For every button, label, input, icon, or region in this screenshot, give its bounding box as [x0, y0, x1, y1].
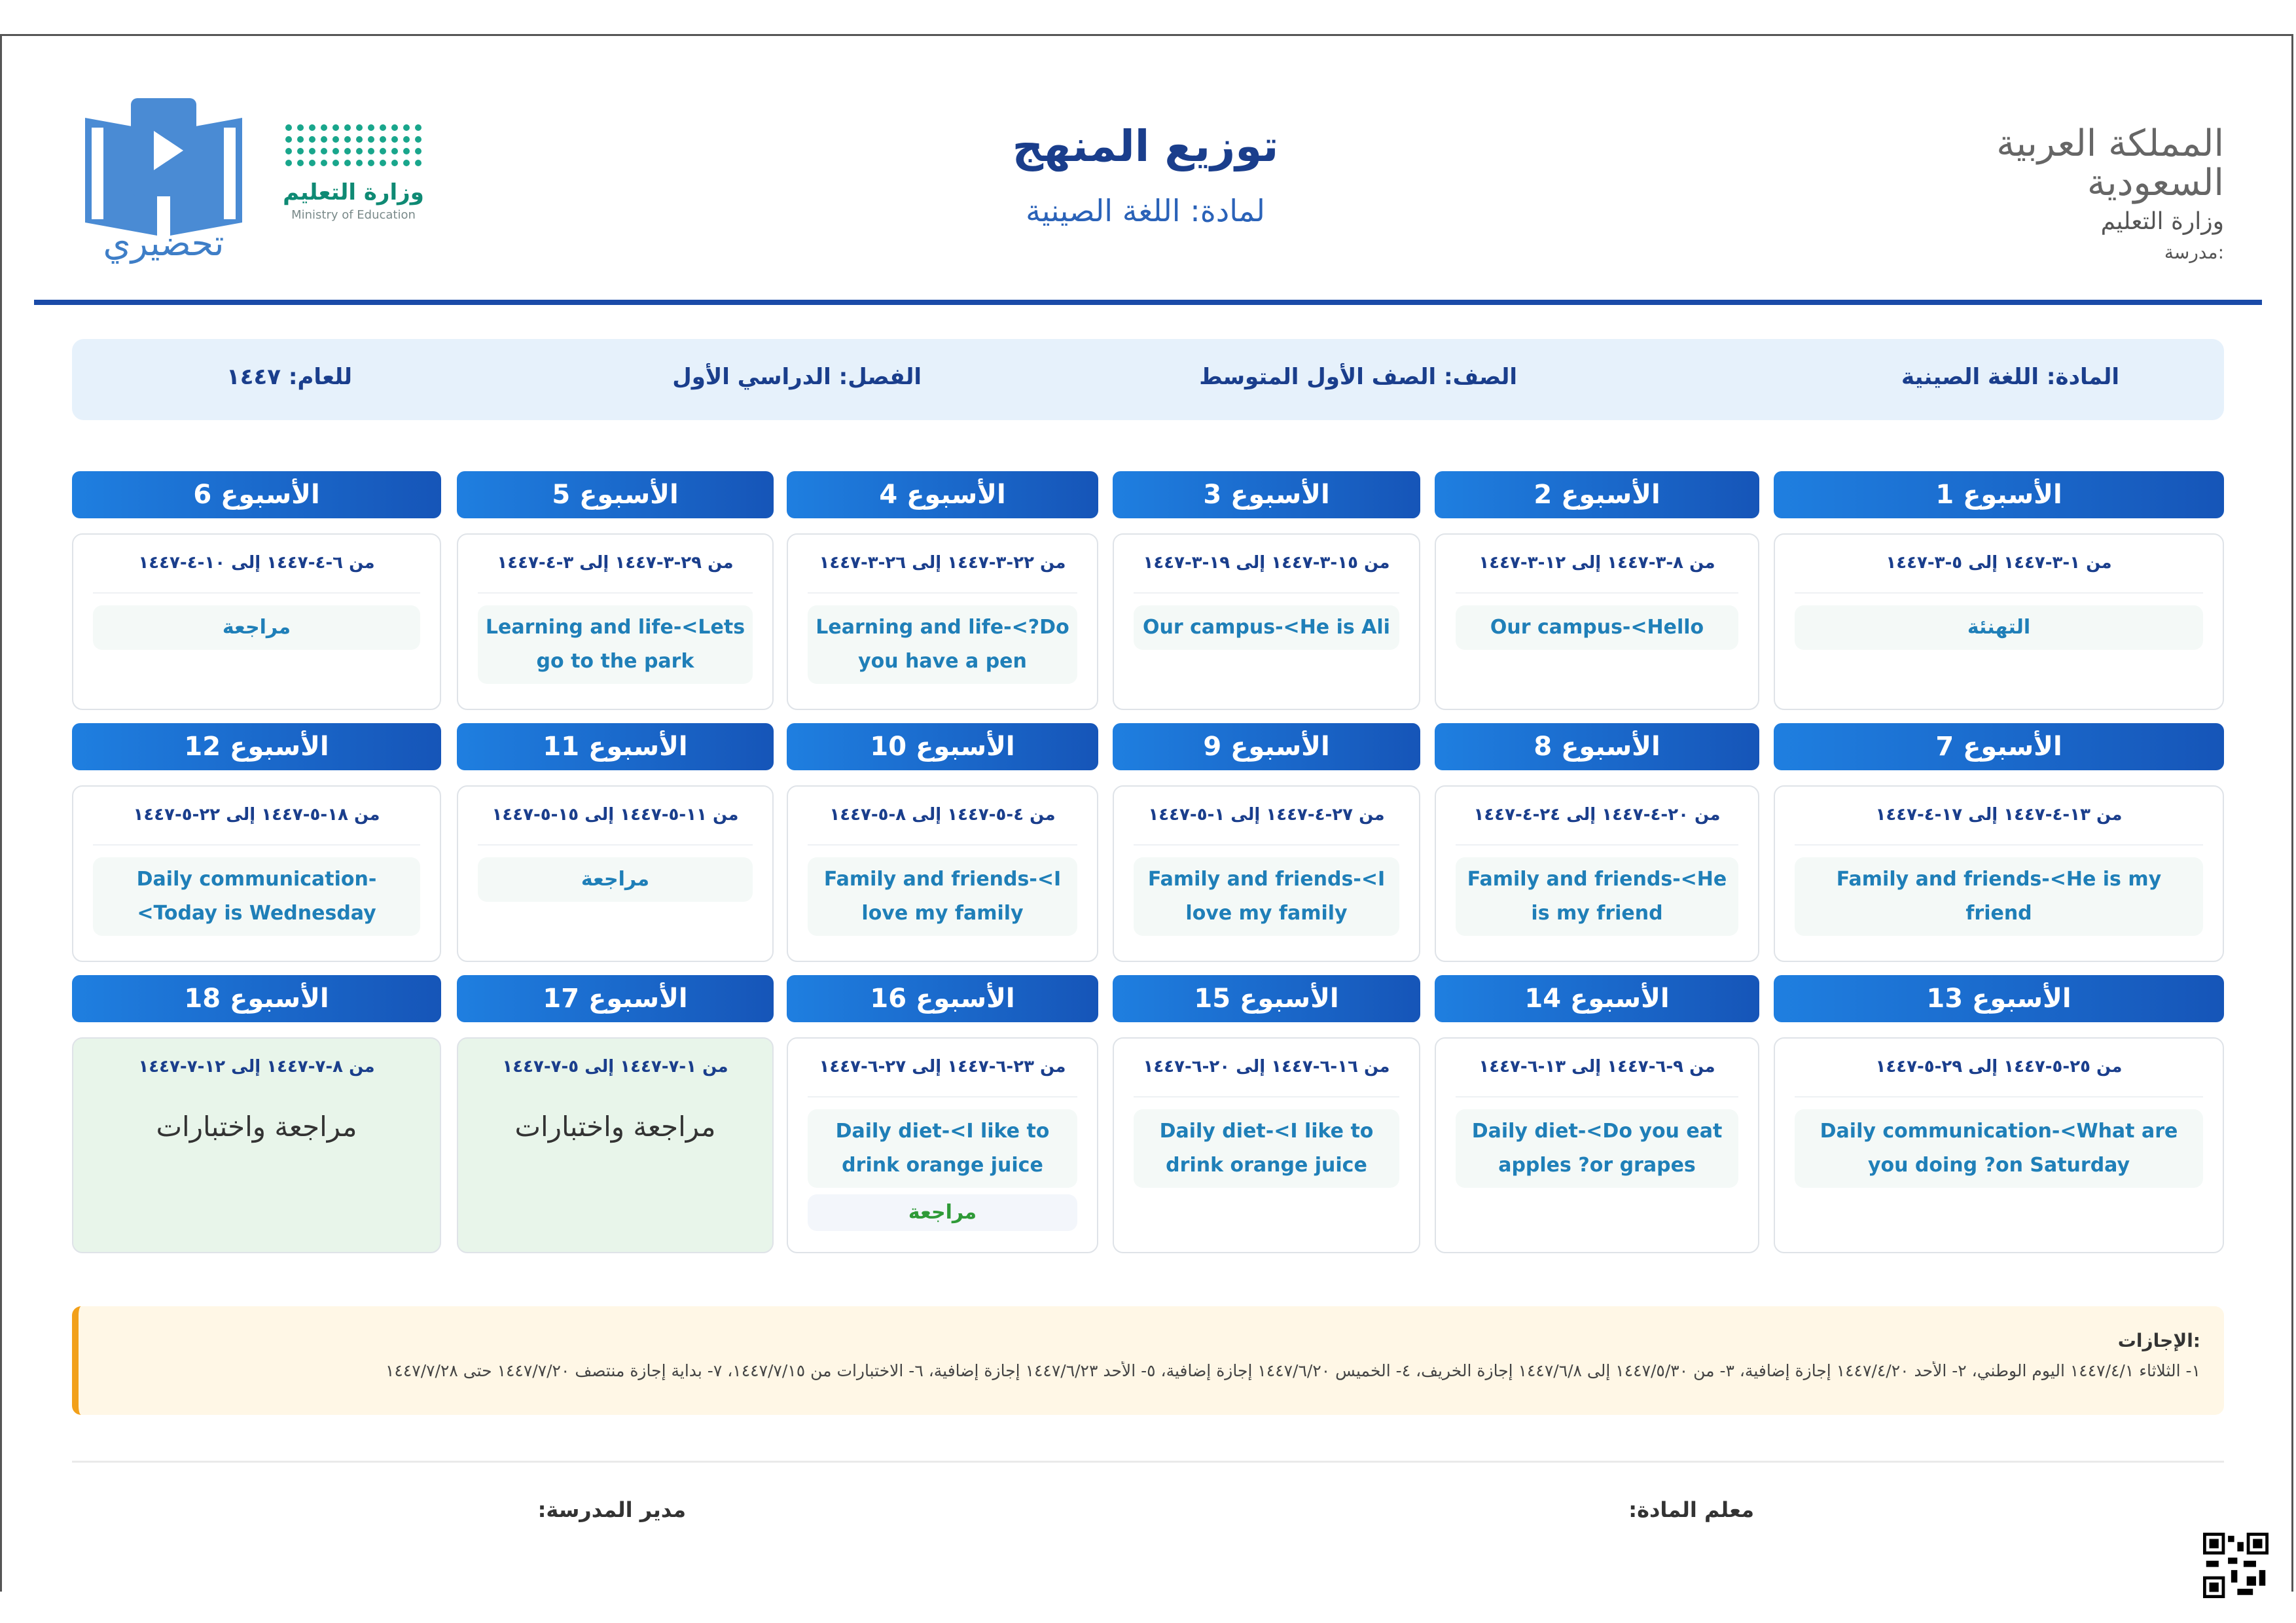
week-separator [1795, 592, 2203, 594]
info-semester: الفصل: الدراسي الأول [672, 364, 922, 390]
week-dates: من ٤-٥-١٤٤٧ إلى ٨-٥-١٤٤٧ [829, 805, 1056, 825]
week-card [72, 1037, 441, 1253]
week-dates: من ١-٧-١٤٤٧ إلى ٥-٧-١٤٤٧ [502, 1057, 728, 1077]
week-separator [1456, 592, 1738, 594]
week-header: الأسبوع 15 [1113, 975, 1420, 1022]
week-topic: Family and friends-<I love my family [808, 857, 1077, 936]
week-dates: من ١٨-٥-١٤٤٧ إلى ٢٢-٥-١٤٤٧ [133, 805, 380, 825]
week-topic: مراجعة [478, 857, 753, 902]
week-separator [478, 592, 753, 594]
week-dates: من ٢٩-٣-١٤٤٧ إلى ٣-٤-١٤٤٧ [497, 553, 734, 573]
week-dates: من ٨-٣-١٤٤٧ إلى ١٢-٣-١٤٤٧ [1479, 553, 1715, 573]
week-topic: Family and friends-<I love my family [1134, 857, 1399, 936]
teacher-signature: معلم المادة: [1628, 1497, 1754, 1522]
week-dates: من ١٣-٤-١٤٤٧ إلى ١٧-٤-١٤٤٧ [1875, 805, 2123, 825]
week-header: الأسبوع 17 [457, 975, 774, 1022]
week-separator [93, 844, 420, 846]
week-separator [1134, 1096, 1399, 1097]
moe-arabic: وزارة التعليم [283, 179, 424, 205]
moe-english: Ministry of Education [291, 208, 416, 222]
tahdiri-label: تحضيري [103, 223, 224, 264]
week-header: الأسبوع 14 [1435, 975, 1759, 1022]
week-topic: التهنئة [1795, 605, 2203, 650]
week-card [1435, 1037, 1759, 1253]
week-card [1774, 785, 2224, 962]
week-topic: Learning and life-<?Do you have a pen [808, 605, 1077, 684]
week-card [1774, 533, 2224, 710]
week-topic: Learning and life-<Lets go to the park [478, 605, 753, 684]
ministry-label: وزارة التعليم [2100, 208, 2224, 235]
info-grade: الصف: الصف الأول المتوسط [1199, 364, 1517, 390]
week-dates: من ١٥-٣-١٤٤٧ إلى ١٩-٣-١٤٤٧ [1143, 553, 1390, 573]
week-card [457, 1037, 774, 1253]
week-card [1435, 533, 1759, 710]
week-card [1774, 1037, 2224, 1253]
week-topic: Daily communication-<What are you doing ?on Saturday [1795, 1109, 2203, 1188]
holidays-note [72, 1306, 2224, 1415]
week-card [1435, 785, 1759, 962]
week-header: الأسبوع 16 [787, 975, 1098, 1022]
page-title: توزيع المنهج [1012, 121, 1279, 171]
week-topic: Daily diet-<Do you eat apples ?or grapes [1456, 1109, 1738, 1188]
moe-dots-icon [281, 124, 425, 166]
week-header: الأسبوع 7 [1774, 723, 2224, 770]
week-card [1113, 533, 1420, 710]
kingdom-calligraphy: المملكة العربية السعودية [1996, 122, 2224, 204]
week-dates: من ٢٧-٤-١٤٤٧ إلى ١-٥-١٤٤٧ [1148, 805, 1385, 825]
week-header: الأسبوع 11 [457, 723, 774, 770]
info-subject: المادة: اللغة الصينية [1901, 364, 2119, 390]
week-extra-topic: مراجعة [808, 1194, 1077, 1231]
week-header: الأسبوع 3 [1113, 471, 1420, 518]
week-separator [808, 844, 1077, 846]
week-separator [808, 592, 1077, 594]
week-dates: من ٦-٤-١٤٤٧ إلى ١٠-٤-١٤٤٧ [138, 553, 375, 573]
week-card [457, 533, 774, 710]
week-header: الأسبوع 1 [1774, 471, 2224, 518]
week-header: الأسبوع 18 [72, 975, 441, 1022]
week-separator [1134, 592, 1399, 594]
week-header: الأسبوع 6 [72, 471, 441, 518]
info-bar [72, 339, 2224, 420]
week-topic: Our campus-<He is Ali [1134, 605, 1399, 650]
week-dates: من ١-٣-١٤٤٧ إلى ٥-٣-١٤٤٧ [1886, 553, 2112, 573]
week-topic: Our campus-<Hello [1456, 605, 1738, 650]
week-separator [1795, 1096, 2203, 1097]
week-header: الأسبوع 10 [787, 723, 1098, 770]
week-separator [808, 1096, 1077, 1097]
week-card [1113, 785, 1420, 962]
week-dates: من ٢٣-٦-١٤٤٧ إلى ٢٧-٦-١٤٤٧ [819, 1057, 1066, 1077]
kingdom-logo [1988, 124, 2224, 263]
week-topic: Daily diet-<I like to drink orange juice [1134, 1109, 1399, 1188]
week-separator [93, 592, 420, 594]
week-header: الأسبوع 13 [1774, 975, 2224, 1022]
principal-signature: مدير المدرسة: [537, 1497, 686, 1522]
week-topic: مراجعة [93, 605, 420, 650]
week-separator [1456, 844, 1738, 846]
week-header: الأسبوع 9 [1113, 723, 1420, 770]
week-topic: Family and friends-<He is my friend [1456, 857, 1738, 936]
week-card [72, 533, 441, 710]
holidays-text: ١- الثلاثاء ١٤٤٧/٤/١ اليوم الوطني، ٢- الأحد ١٤٤٧/٤/٢٠ إجازة إضافية، ٣- من ١٤٤٧/٥/٣٠ إلى ١٤٤٧/٦/٨ إجازة الخريف، ٤- الخميس ١٤٤٧/٦/٢٠ إجازة إضافية، ٥- الأحد ١٤٤٧/٦/٢٣ إجازة إضافية، ٦- الاختبارات من ١٤٤٧/٧/١٥، ٧- بداية إجازة منتصف ١٤٤٧/٧/٢٠ حتى ١٤٤٧/٧/٢٨ [385, 1361, 2200, 1380]
week-header: الأسبوع 2 [1435, 471, 1759, 518]
week-separator [1134, 844, 1399, 846]
week-separator [1456, 1096, 1738, 1097]
week-big-label: مراجعة واختبارات [514, 1111, 716, 1143]
week-dates: من ٢٥-٥-١٤٤٧ إلى ٢٩-٥-١٤٤٧ [1875, 1057, 2123, 1077]
week-dates: من ٩-٦-١٤٤٧ إلى ١٣-٦-١٤٤٧ [1479, 1057, 1715, 1077]
week-separator [478, 844, 753, 846]
week-header: الأسبوع 4 [787, 471, 1098, 518]
header-divider [34, 300, 2262, 305]
school-label: مدرسة: [2164, 241, 2224, 263]
week-dates: من ١٦-٦-١٤٤٧ إلى ٢٠-٦-١٤٤٧ [1143, 1057, 1390, 1077]
qr-code-icon [2203, 1533, 2269, 1598]
moe-logo [281, 124, 425, 222]
week-card [72, 785, 441, 962]
week-dates: من ٢٢-٣-١٤٤٧ إلى ٢٦-٣-١٤٤٧ [819, 553, 1066, 573]
week-topic: Daily communication-<Today is Wednesday [93, 857, 420, 936]
week-card [787, 533, 1098, 710]
holidays-title: الإجازات: [2117, 1330, 2200, 1351]
week-separator [1795, 844, 2203, 846]
week-card [787, 785, 1098, 962]
page-subtitle: لمادة: اللغة الصينية [1026, 193, 1265, 228]
week-topic: Daily diet-<I like to drink orange juice [808, 1109, 1077, 1188]
week-card [1113, 1037, 1420, 1253]
week-header: الأسبوع 8 [1435, 723, 1759, 770]
week-dates: من ٢٠-٤-١٤٤٧ إلى ٢٤-٤-١٤٤٧ [1473, 805, 1721, 825]
week-big-label: مراجعة واختبارات [156, 1111, 357, 1143]
week-card [787, 1037, 1098, 1253]
week-dates: من ٨-٧-١٤٤٧ إلى ١٢-٧-١٤٤٧ [138, 1057, 375, 1077]
week-card [457, 785, 774, 962]
footer-divider [72, 1461, 2224, 1463]
week-dates: من ١١-٥-١٤٤٧ إلى ١٥-٥-١٤٤٧ [492, 805, 739, 825]
week-header: الأسبوع 12 [72, 723, 441, 770]
info-year: للعام: ١٤٤٧ [226, 364, 352, 390]
week-topic: Family and friends-<He is my friend [1795, 857, 2203, 936]
week-header: الأسبوع 5 [457, 471, 774, 518]
